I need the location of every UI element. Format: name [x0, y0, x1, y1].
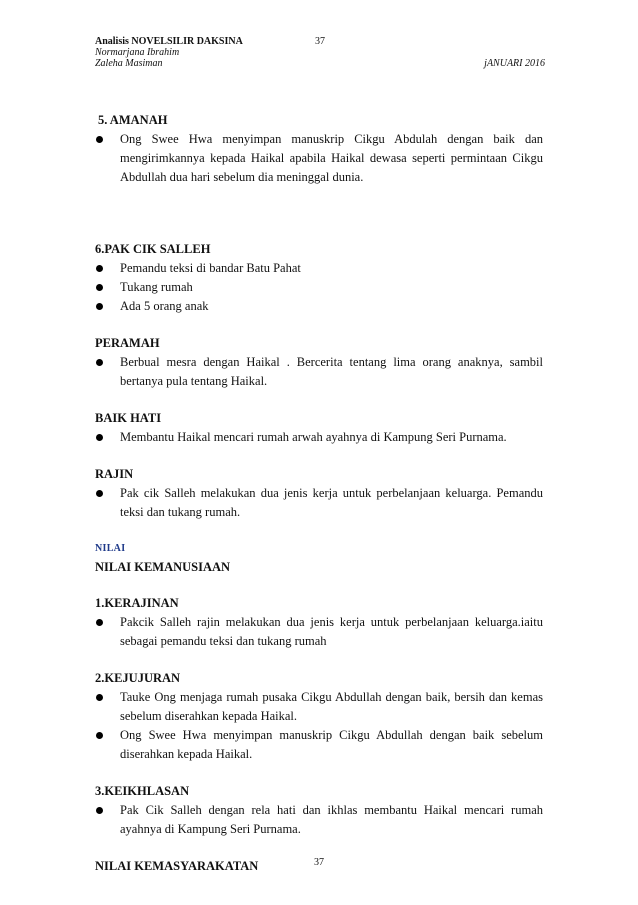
list-item-text: Pak cik Salleh melakukan dua jenis kerja untuk perbelanjaan keluarga. Pemandu teksi dan tukang rumah.	[120, 486, 543, 519]
list-item-text: Berbual mesra dengan Haikal . Bercerita tentang lima orang anaknya, sambil bertanya pula tentang Haikal.	[120, 355, 543, 388]
list-item	[95, 726, 543, 764]
header-page-number: 37	[315, 36, 325, 47]
list-item	[95, 613, 543, 651]
list-item-text: Pemandu teksi di bandar Batu Pahat	[120, 261, 301, 275]
heading-nilai-kemanusiaan: NILAI KEMANUSIAAN	[95, 560, 231, 574]
list-item-text: Ong Swee Hwa menyimpan manuskrip Cikgu Abdullah dengan baik sebelum diserahkan kepada Haikal.	[120, 728, 543, 761]
list-item-text: Pakcik Salleh rajin melakukan dua jenis kerja untuk perbelanjaan keluarga.iaitu sebagai pemandu teksi dan tukang rumah	[120, 615, 543, 648]
author-2: Zaleha Masiman	[95, 58, 163, 69]
list-item-text: Tauke Ong menjaga rumah pusaka Cikgu Abdullah dengan baik, bersih dan kemas sebelum diserahkan kepada Haikal.	[120, 690, 543, 723]
heading-baik-hati: BAIK HATI	[95, 411, 162, 425]
heading-pak-cik-salleh: 6.PAK CIK SALLEH	[95, 242, 211, 256]
bullet-icon	[95, 801, 120, 820]
heading-amanah: 5. AMANAH	[98, 113, 168, 127]
list-item	[95, 353, 543, 391]
document-body	[95, 111, 543, 876]
bullet-icon	[95, 726, 120, 745]
page-header	[95, 36, 545, 69]
bullet-icon	[95, 259, 120, 278]
list-item	[95, 130, 543, 187]
list-item	[95, 484, 543, 522]
bullet-icon	[95, 297, 120, 316]
heading-kejujuran: 2.KEJUJURAN	[95, 671, 181, 685]
list-item	[95, 428, 543, 447]
list-item-text: Membantu Haikal mencari rumah arwah ayahnya di Kampung Seri Purnama.	[120, 430, 507, 444]
heading-peramah: PERAMAH	[95, 336, 160, 350]
bullet-icon	[95, 353, 120, 372]
header-date: jANUARI 2016	[484, 58, 545, 69]
list-item	[95, 278, 543, 297]
bullet-icon	[95, 278, 120, 297]
author-1: Normarjana Ibrahim	[95, 47, 180, 58]
bullet-icon	[95, 484, 120, 503]
list-item-text: Ong Swee Hwa menyimpan manuskrip Cikgu Abdulah dengan baik dan mengirimkannya kepada Haikal apabila Haikal dewasa seperti permintaan Cikgu Abdullah dua hari sebelum dia meninggal dunia.	[120, 132, 543, 184]
bullet-icon	[95, 428, 120, 447]
heading-rajin: RAJIN	[95, 467, 134, 481]
footer-page-number: 37	[314, 857, 324, 868]
list-item-text: Pak Cik Salleh dengan rela hati dan ikhlas membantu Haikal mencari rumah ayahnya di Kampung Seri Purnama.	[120, 803, 543, 836]
bullet-icon	[95, 613, 120, 632]
heading-nilai-kemasyarakatan: NILAI KEMASYARAKATAN	[95, 859, 259, 873]
list-item	[95, 297, 543, 316]
heading-kerajinan: 1.KERAJINAN	[95, 596, 179, 610]
list-item	[95, 801, 543, 839]
list-item-text: Ada 5 orang anak	[120, 299, 209, 313]
bullet-icon	[95, 130, 120, 149]
list-item	[95, 688, 543, 726]
document-title: Analisis NOVELSILIR DAKSINA	[95, 36, 243, 47]
bullet-icon	[95, 688, 120, 707]
list-item	[95, 259, 543, 278]
list-item-text: Tukang rumah	[120, 280, 193, 294]
nilai-label: NILAI	[95, 543, 126, 554]
heading-keikhlasan: 3.KEIKHLASAN	[95, 784, 190, 798]
